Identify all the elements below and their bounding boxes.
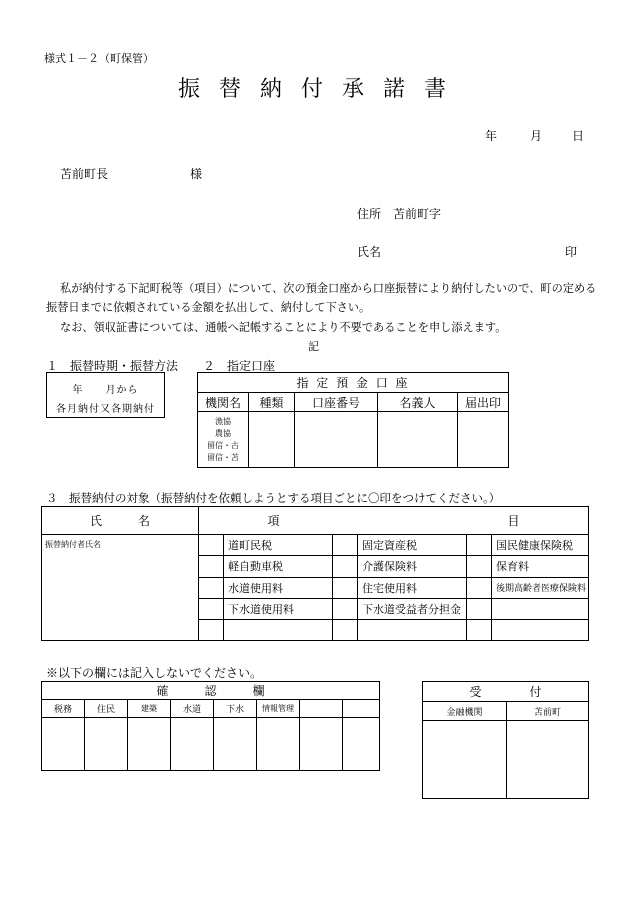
reception-col-town: 苫前町 <box>507 702 589 721</box>
check-cell <box>199 598 224 619</box>
item-label: 軽自動車税 <box>224 556 333 577</box>
item-label <box>492 598 589 619</box>
check-cell <box>333 619 358 640</box>
confirm-stamp-cell <box>300 718 343 771</box>
header-holder: 名義人 <box>378 393 458 412</box>
name-label: 氏名 <box>357 245 382 259</box>
payer-name-label: 振替納付者氏名 <box>45 540 101 550</box>
account-number-cell <box>295 412 378 468</box>
check-cell <box>199 556 224 577</box>
confirm-stamp-cell <box>42 718 85 771</box>
header-seal: 届出印 <box>458 393 509 412</box>
check-cell <box>467 619 492 640</box>
seal-mark: 印 <box>565 245 578 259</box>
reception-col-bank: 金融機関 <box>423 702 507 721</box>
confirm-col-tax: 税務 <box>42 700 85 718</box>
addressee: 苫前町長 <box>60 167 109 181</box>
date-month: 月 <box>530 129 543 143</box>
account-table-title: 指 定 預 金 口 座 <box>198 373 509 393</box>
col-item-header: 項 目 <box>199 507 589 535</box>
header-institution: 機関名 <box>198 393 249 412</box>
confirm-col-it: 情報管理 <box>257 700 300 718</box>
item-label: 介護保険料 <box>358 556 467 577</box>
confirm-col-resident: 住民 <box>85 700 128 718</box>
reception-stamp-cell <box>507 721 589 799</box>
col-name-header: 氏 名 <box>42 507 199 535</box>
items-table <box>41 506 589 641</box>
reception-title: 受 付 <box>423 682 589 702</box>
institution-fishery: 漁協 <box>215 416 231 426</box>
payer-name-cell <box>42 535 199 641</box>
confirm-col-building: 建築 <box>128 700 171 718</box>
reception-table <box>422 681 589 799</box>
confirm-col-sewer: 下水 <box>214 700 257 718</box>
schedule-start: 年 月から <box>72 385 139 396</box>
section3-heading: ３ 振替納付の対象（振替納付を依頼しようとする項目ごとに〇印をつけてください。） <box>46 491 501 505</box>
check-cell <box>467 535 492 556</box>
item-label <box>224 619 333 640</box>
item-label: 国民健康保険税 <box>492 535 589 556</box>
confirm-stamp-cell <box>85 718 128 771</box>
page-title: 振 替 納 付 承 諾 書 <box>178 77 452 102</box>
item-label: 固定資産税 <box>358 535 467 556</box>
check-cell <box>333 556 358 577</box>
honorific: 様 <box>190 167 203 181</box>
holder-cell <box>378 412 458 468</box>
section2-heading: ２ 指定口座 <box>203 359 276 373</box>
date-day: 日 <box>572 129 585 143</box>
confirm-stamp-cell <box>128 718 171 771</box>
body-line-1: 私が納付する下記町税等（項目）について、次の預金口座から口座振替により納付したいので、町の定める <box>60 282 597 295</box>
office-use-note: ※以下の欄には記入しないでください。 <box>46 666 263 680</box>
item-label: 下水道使用料 <box>224 598 333 619</box>
confirm-col-water: 水道 <box>171 700 214 718</box>
item-label <box>358 619 467 640</box>
institution-options <box>198 412 249 468</box>
check-cell <box>333 535 358 556</box>
type-cell <box>249 412 295 468</box>
seal-cell <box>458 412 509 468</box>
address-label: 住所 苫前町字 <box>357 207 442 221</box>
body-line-3: なお、領収証書については、通帳へ記帳することにより不要であることを申し添えます。 <box>60 321 507 334</box>
reception-stamp-cell <box>423 721 507 799</box>
check-cell <box>333 577 358 598</box>
ki-mark: 記 <box>308 340 319 353</box>
confirmation-title: 確 認 欄 <box>42 682 380 700</box>
check-cell <box>467 598 492 619</box>
check-cell <box>467 556 492 577</box>
schedule-box <box>46 372 165 418</box>
confirm-stamp-cell <box>257 718 300 771</box>
item-label: 後期高齢者医療保険料 <box>492 577 589 598</box>
institution-rumoi-tomamae: 留信・苫 <box>207 452 239 462</box>
institution-rumoi-furubira: 留信・古 <box>207 440 239 450</box>
item-label: 住宅使用料 <box>358 577 467 598</box>
check-cell <box>467 577 492 598</box>
body-line-2: 振替日までに依頼されている金額を払出して、納付して下さい。 <box>46 301 371 314</box>
schedule-method: 各月納付又各期納付 <box>56 404 155 415</box>
confirm-col-blank <box>343 700 380 718</box>
confirm-stamp-cell <box>171 718 214 771</box>
confirmation-table <box>41 681 380 771</box>
date-year: 年 <box>485 129 498 143</box>
confirm-col-blank <box>300 700 343 718</box>
check-cell <box>333 598 358 619</box>
header-type: 種類 <box>249 393 295 412</box>
item-label: 下水道受益者分担金 <box>358 598 467 619</box>
form-number: 様式１－２（町保管） <box>44 52 154 65</box>
item-label: 水道使用料 <box>224 577 333 598</box>
institution-agri: 農協 <box>215 428 231 438</box>
item-label: 保育料 <box>492 556 589 577</box>
check-cell <box>199 577 224 598</box>
confirm-stamp-cell <box>343 718 380 771</box>
check-cell <box>199 619 224 640</box>
section1-heading: １ 振替時期・振替方法 <box>46 359 179 373</box>
header-account-number: 口座番号 <box>295 393 378 412</box>
item-label: 道町民税 <box>224 535 333 556</box>
confirm-stamp-cell <box>214 718 257 771</box>
item-label <box>492 619 589 640</box>
account-table <box>197 372 509 468</box>
check-cell <box>199 535 224 556</box>
